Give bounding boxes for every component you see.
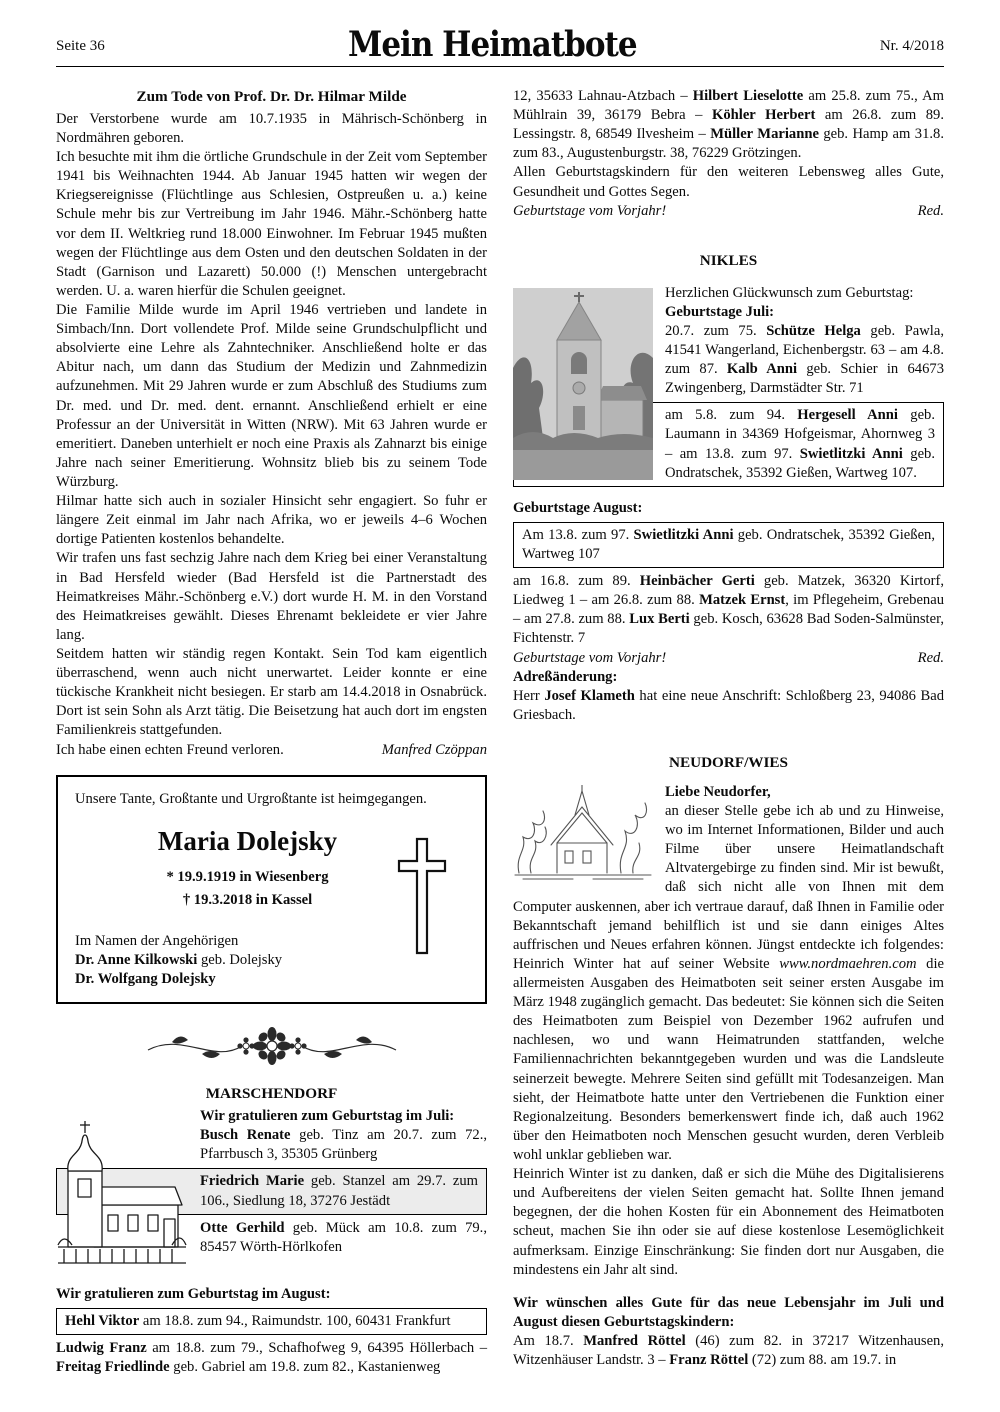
obituary-paragraph: Die Familie Milde wurde im April 1946 vertrieben und landete in Simbach/Inn. Dort vollendete Prof. Milde seine Grundschulpflicht und absolvierte eine Lehre als Zahntechniker. Anschließend holte er das Abitur nach, um dann das Studium der Medizin und Zahnmedizin aufzunehmen. Mit 29 Jahren wurde er zum Abschluß des Studiums zum Dr. med. und Dr. med. dent. ernannt. Anschließend erhielt er eine Professur an der Universität in Witten (NRW). Mit 63 Jahren wurde er emeritiert. Daneben unterhielt er noch eine Praxis als Zahnarzt bis einige Jahre nach seiner Emeritierung. Wohnsitz blieb bis zu seinem Tode Würzburg. bbox=[56, 302, 487, 490]
birthday-entry-continued: 12, 35633 Lahnau-Atzbach – Hilbert Lieselotte am 25.8. zum 75., Am Mühlrain 39, 36179 Bebra – Köhler Herbert am 26.8. zum 89. Lessingstr. 8, 68549 Ilvesheim – Müller Marianne geb. Hamp am 31.8. zum 83., Augustenburgstr. 38, 76229 Grötzingen. bbox=[513, 88, 945, 162]
address-change-entry: Herr Josef Klameth hat eine neue Anschrift: Schloßberg 23, 94086 Bad Griesbach. bbox=[513, 687, 944, 723]
birth-date: * 19.9.1919 in Wiesenberg bbox=[166, 869, 329, 886]
two-column-layout bbox=[56, 87, 944, 1378]
hehl-entry-box bbox=[56, 1308, 487, 1335]
birthday-entry: Hehl Viktor am 18.8. zum 94., Raimundstr. 100, 60431 Frankfurt bbox=[65, 1313, 451, 1330]
august-congrats-intro: Wir gratulieren zum Geburtstag im August: bbox=[56, 1286, 331, 1303]
death-notice bbox=[56, 775, 487, 1005]
page-header bbox=[56, 24, 944, 67]
birthday-entry: am 5.8. zum 94. Hergesell Anni geb. Laumann in 34369 Hofgeismar, Ahornweg 3 – am 13.8. zum 97. Swietlitzki Anni geb. Ondratschek, 35392 Gießen, Wartweg 107. bbox=[665, 407, 935, 481]
left-column bbox=[56, 87, 487, 1378]
vorjahr-note-row bbox=[513, 649, 944, 668]
obituary-paragraph: Seitdem hatten wir ständig regen Kontakt. Sein Tod kam eigentlich überraschend, wenn auch nicht unerwartet. Leider konnte er eine tückische Krankheit nicht besiegen. Er starb am 14.4.2018 in Osnabrück. Dort ist sein Sohn als Arzt tätig. Die Beisetzung hat auch dort im engsten Familienkreis stattgefunden. bbox=[56, 645, 487, 739]
obituary-paragraph: Wir trafen uns fast sechzig Jahre nach dem Krieg bei einer Veranstaltung in Bad Hersfeld wieder (Bad Hersfeld ist die Partnerstadt des Heimatkreises Mähr.-Schönberg e.V.) dort wurde H. M. in den Vorstand des Heimatkreises gewählt. Dieses Ehrenamt bekleidete er vier Jahre lang. bbox=[56, 550, 487, 643]
editor-signature: Red. bbox=[917, 649, 944, 666]
death-date: † 19.3.2018 in Kassel bbox=[182, 892, 313, 909]
page-number: Seite 36 bbox=[56, 38, 105, 55]
neudorf-church-sketch bbox=[513, 785, 653, 883]
nikles-section bbox=[513, 251, 944, 725]
obituary-closing-line: Ich habe einen echten Freund verloren. bbox=[56, 741, 284, 758]
vorjahr-note-row bbox=[513, 202, 944, 221]
obituary-paragraph: Der Verstorbene wurde am 10.7.1935 in Mährisch-Schönberg in Nordmähren geboren. bbox=[56, 110, 487, 147]
deceased-name: Maria Dolejsky bbox=[157, 825, 338, 856]
issue-number: Nr. 4/2018 bbox=[879, 38, 944, 55]
floral-divider-icon bbox=[56, 1024, 487, 1074]
right-column bbox=[513, 87, 944, 1378]
birthday-entry: am 16.8. zum 89. Heinbächer Gerti geb. Matzek, 36320 Kirtorf, Liedweg 1 – am 26.8. zum 88. Matzek Ernst, im Pflegeheim, Grebenau – am 27.8. zum 88. Lux Berti geb. Kosch, 63628 Bad Soden-Salmünster, Fichtenstr. 7 bbox=[513, 573, 944, 647]
address-change-label: Adreßänderung: bbox=[513, 668, 618, 685]
editor-signature: Red. bbox=[917, 202, 944, 219]
nikles-heading: NIKLES bbox=[699, 251, 758, 269]
neudorf-paragraph: an dieser Stelle gebe ich ab und zu Hinweise, wo im Internet Informationen, Bilder und auch Filme über unsere Heimatlandschaft Altvatergebirge zu finden sind. Mir ist bewußt, daß sich nicht alle von Ihnen mit dem Computer auskennen, aber ich vertraue darauf, daß Ihnen in Familie oder Bekanntschaft jemand behilflich ist und sie dann einiges Altes auffrischen und Neues erfahren können. Jüngst entdeckte ich folgendes: Heinrich Winter hat auf seiner Website www.nordmaehren.com die allermeisten Ausgaben des Heimatboten seit seiner ersten Ausgabe im März 1948 zugänglich gemacht. Das bedeutet: Sie können sich die Seiten des Heimatboten zum Beispiel von Dezember 1962 aufrufen und nachlesen, wo und wann Heimatrunden stattfanden, welche Familiennachrichten bekanntgegeben wurden und was die Landsleute seinerzeit bewegte. Mehrere Seiten sind gefüllt mit Todesanzeigen. Man sieht, der Heimatbote hatte unter den Vertriebenen die Funktion einer Regionalzeitung. Besonders bemerkenswert finde ich, daß auch 1962 über den Heimatboten noch Menschen gesucht wurden, deren Verbleib wohl unklar geblieben war. bbox=[513, 802, 944, 1163]
birthday-entry: 20.7. zum 75. Schütze Helga geb. Pawla, 41541 Wangerland, Eichenbergstr. 63 – am 4.8. zum 87. Kalb Anni geb. Schier in 64673 Zwingenberg, Darmstädter Str. 71 bbox=[665, 322, 944, 397]
relative-name: Dr. Anne Kilkowski geb. Dolejsky bbox=[75, 951, 283, 968]
milde-obituary-title: Zum Tode von Prof. Dr. Dr. Hilmar Milde bbox=[136, 88, 407, 105]
neudorf-section bbox=[513, 753, 944, 1370]
nikles-august-label: Geburtstage August: bbox=[513, 499, 643, 516]
birthday-entry: Am 18.7. Manfred Röttel (46) zum 82. in 37217 Witzenhausen, Witzenhäuser Landstr. 3 – Franz Röttel (72) zum 88. am 19.7. in bbox=[513, 1332, 944, 1369]
neudorf-wishes: Wir wünschen alles Gute für das neue Lebensjahr im Juli und August diesen Geburtstagskindern: bbox=[513, 1294, 944, 1330]
obituary-paragraph: Hilmar hatte sich auch in sozialer Hinsicht sehr engagiert. So fuhr er längere Zeit einmal im Jahr nach Afrika, wo er jeweils 4–6 Wochen dortige Patienten kostenlos behandelte. bbox=[56, 493, 487, 548]
birthday-entry: Ludwig Franz am 18.8. zum 79., Schafhofweg 9, 64395 Höllerbach – Freitag Friedlinde geb. Gabriel am 19.8. zum 82., Kastanienweg bbox=[56, 1340, 487, 1376]
obituary-paragraph: Ich besuchte mit ihm die örtliche Grundschule in der Zeit vom September 1941 bis Weihnachten 1944. Ab Januar 1945 hatten wir wegen der Kriegsereignisse (Flüchtlinge aus Schlesien, Ostpreußen u. a.) keine Schule mehr bis zur Vertreibung im Jahr 1946. Mähr.-Schönberg hatte vor dem II. Weltkrieg rund 18.000 Einwohner. Im Februar 1945 mußten wegen der Flüchtlinge aus dem Osten und den deutschen Soldaten in der Stadt (Garnison und Lazarett) 50.000 (!) Menschen untergebracht werden. U. a. waren hierfür die Schulen geeignet. bbox=[56, 149, 487, 299]
masthead-logo: Mein Heimatbote bbox=[348, 24, 637, 66]
obituary-closing-row bbox=[56, 741, 487, 760]
birthday-wishes: Allen Geburtstagskindern für den weiteren Lebensweg alles Gute, Gesundheit und Gottes Segen. bbox=[513, 164, 944, 200]
birthday-entry: Friedrich Marie geb. Stanzel am 29.7. zum 106., Siedlung 18, 37276 Jestädt bbox=[200, 1173, 478, 1209]
on-behalf-line: Im Namen der Angehörigen bbox=[75, 932, 239, 949]
neudorf-heading: NEUDORF/WIES bbox=[669, 753, 788, 771]
birthday-entry: Otte Gerhild geb. Mück am 10.8. zum 79., 85457 Wörth-Hörlkofen bbox=[200, 1219, 487, 1255]
july-congrats-intro: Wir gratulieren zum Geburtstag im Juli: bbox=[200, 1108, 455, 1125]
birthday-entry: Busch Renate geb. Tinz am 20.7. zum 72., Pfarrbusch 3, 35305 Grünberg bbox=[200, 1127, 488, 1163]
death-notice-intro: Unsere Tante, Großtante und Urgroßtante ist heimgegangen. bbox=[75, 790, 427, 807]
relative-name: Dr. Wolfgang Dolejsky bbox=[75, 971, 216, 988]
marschendorf-heading: MARSCHENDORF bbox=[205, 1085, 338, 1103]
nikles-greeting: Herzlichen Glückwunsch zum Geburtstag: bbox=[665, 284, 914, 301]
vorjahr-note: Geburtstage vom Vorjahr! bbox=[513, 202, 667, 219]
nikles-church-photo bbox=[513, 288, 653, 480]
neudorf-paragraph: Heinrich Winter ist zu danken, daß er sich die Mühe des Digitalisierens und Aufbereitens der vielen Seiten gemacht hat. Sollte Ihnen jemand begegnen, der die hohen Kosten für ein Abonnement des Heimatboten scheut, machen Sie ihn oder sie auf diese kostenlose Lesemöglichkeit aufmerksam. Einzige Einschränkung: Sie finden dort nur Ausgaben, die mindestens ein Jahr alt sind. bbox=[513, 1166, 944, 1278]
nikles-august-box bbox=[513, 522, 944, 568]
marschendorf-church-drawing bbox=[56, 1113, 188, 1271]
neudorf-salutation: Liebe Neudorfer, bbox=[665, 783, 771, 800]
obituary-signature: Manfred Czöppan bbox=[381, 741, 487, 758]
nikles-july-label: Geburtstage Juli: bbox=[665, 303, 775, 320]
vorjahr-note: Geburtstage vom Vorjahr! bbox=[513, 649, 667, 666]
cross-icon bbox=[395, 835, 449, 957]
birthday-entry: Am 13.8. zum 97. Swietlitzki Anni geb. Ondratschek, 35392 Gießen, Wartweg 107 bbox=[522, 526, 935, 562]
marschendorf-section bbox=[56, 1084, 487, 1257]
